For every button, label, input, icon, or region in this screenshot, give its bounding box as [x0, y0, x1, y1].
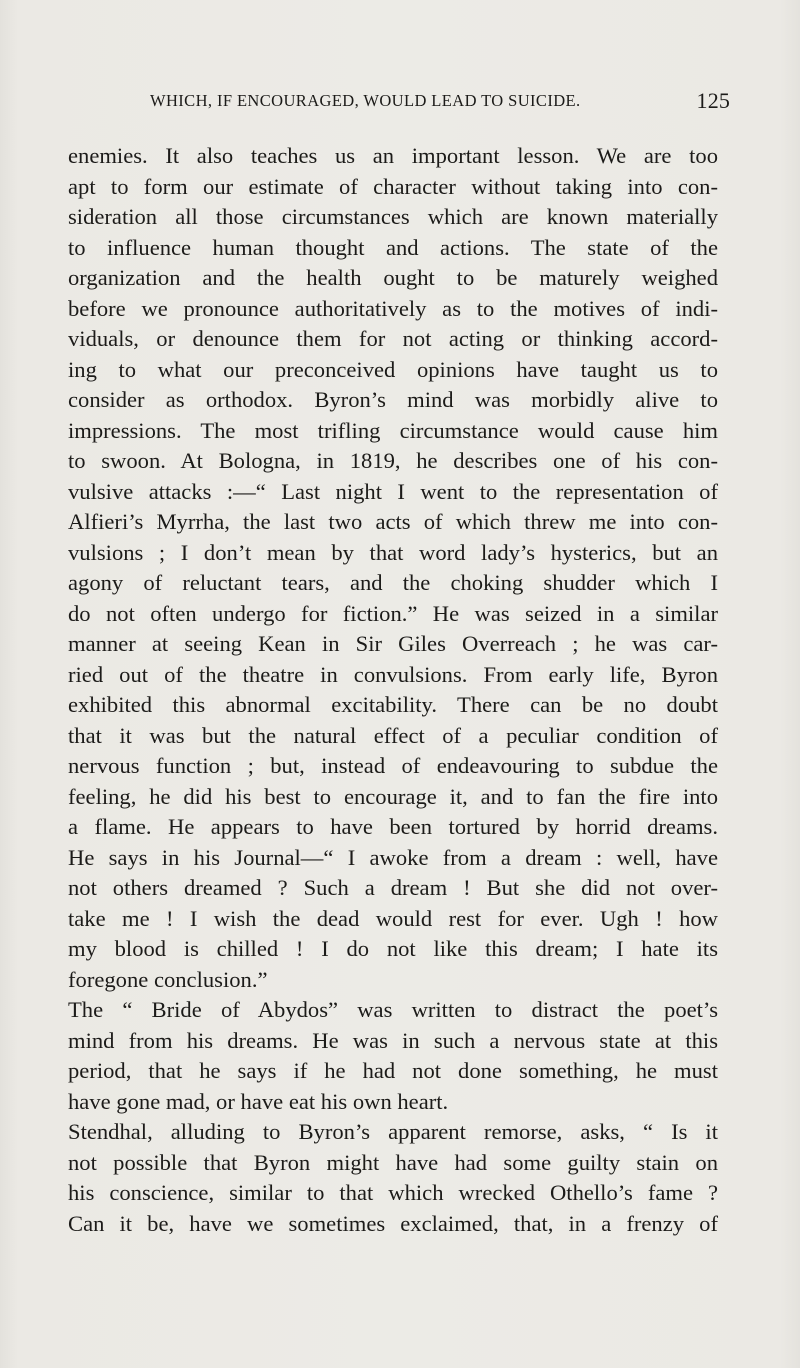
text-line: agony of reluctant tears, and the choking shudder which I [68, 570, 718, 595]
running-head [150, 88, 730, 113]
text-line: The “ Bride of Abydos” was written to distract the poet’s [68, 997, 718, 1022]
text-line: impressions. The most trifling circumstance would cause him [68, 417, 718, 443]
text-line: take me ! I wish the dead would rest for ever. Ugh ! how [68, 905, 718, 931]
text-line: do not often undergo for fiction.” He was seized in a similar [68, 600, 718, 626]
text-line: sideration all those circumstances which are known materially [68, 204, 718, 229]
text-line: mind from his dreams. He was in such a nervous state at this [68, 1027, 718, 1053]
text-line: before we pronounce authoritatively as to the motives of indi- [68, 295, 718, 321]
text-line: vulsive attacks :—“ Last night I went to the representation of [68, 478, 718, 504]
text-line: enemies. It also teaches us an important lesson. We are too [68, 143, 718, 168]
text-line: that it was but the natural effect of a peculiar condition of [68, 722, 718, 748]
text-line: manner at seeing Kean in Sir Giles Overreach ; he was car- [68, 631, 718, 656]
text-line: vulsions ; I don’t mean by that word lady’s hysterics, but an [68, 539, 718, 565]
text-line: viduals, or denounce them for not acting or thinking accord- [68, 326, 718, 351]
text-line: not possible that Byron might have had some guilty stain on [68, 1149, 718, 1175]
text-line: exhibited this abnormal excitability. There can be no doubt [68, 692, 718, 717]
page-number: 125 [696, 88, 730, 113]
text-line: consider as orthodox. Byron’s mind was morbidly alive to [68, 387, 718, 412]
text-line: nervous function ; but, instead of endeavouring to subdue the [68, 753, 718, 778]
body-text [68, 141, 718, 1239]
text-line: period, that he says if he had not done something, he must [68, 1058, 718, 1083]
text-line: his conscience, similar to that which wrecked Othello’s fame ? [68, 1180, 718, 1205]
text-line: to swoon. At Bologna, in 1819, he describes one of his con- [68, 448, 718, 473]
text-line: ried out of the theatre in convulsions. From early life, Byron [68, 661, 718, 687]
running-head-title: WHICH, IF ENCOURAGED, WOULD LEAD TO SUICIDE. [150, 91, 581, 110]
text-line: a flame. He appears to have been tortured by horrid dreams. [68, 814, 718, 839]
text-line: Can it be, have we sometimes exclaimed, that, in a frenzy of [68, 1210, 718, 1236]
text-line: have gone mad, or have eat his own heart. [68, 1088, 449, 1114]
text-line: my blood is chilled ! I do not like this dream; I hate its [68, 936, 718, 961]
text-line: not others dreamed ? Such a dream ! But she did not over- [68, 875, 718, 900]
text-line: He says in his Journal—“ I awoke from a dream : well, have [68, 844, 718, 870]
text-line: Stendhal, alluding to Byron’s apparent remorse, asks, “ Is it [68, 1119, 718, 1144]
text-line: to influence human thought and actions. The state of the [68, 234, 718, 260]
text-line: feeling, he did his best to encourage it, and to fan the fire into [68, 783, 718, 809]
text-line: ing to what our preconceived opinions have taught us to [68, 356, 718, 382]
text-line: apt to form our estimate of character without taking into con- [68, 173, 718, 199]
text-line: foregone conclusion.” [68, 966, 268, 992]
text-line: organization and the health ought to be maturely weighed [68, 265, 718, 290]
text-line: Alfieri’s Myrrha, the last two acts of which threw me into con- [68, 509, 718, 534]
